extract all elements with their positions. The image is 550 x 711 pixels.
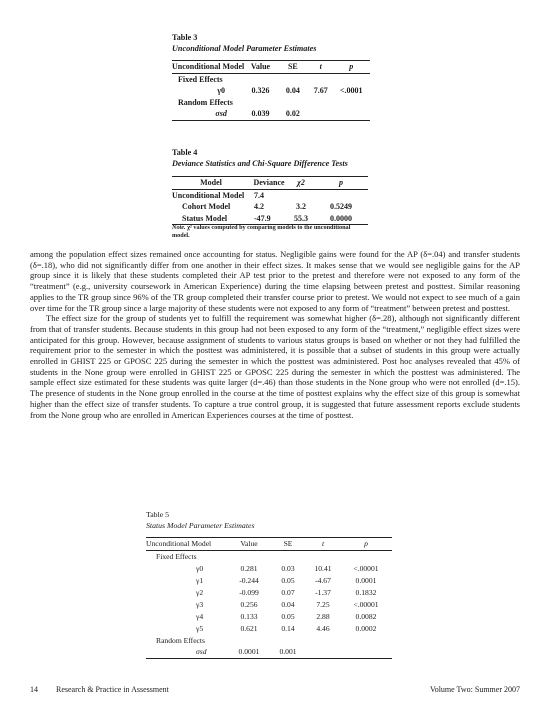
table4-cell-deviance: 4.2 bbox=[254, 202, 264, 212]
table5-cell-t: 4.46 bbox=[316, 623, 330, 633]
table4-cell-deviance: 7.4 bbox=[254, 190, 264, 200]
issue-label: Volume Two: Summer 2007 bbox=[429, 685, 520, 694]
table4-cell-p: 0.0000 bbox=[314, 213, 368, 225]
table4-cell-chi bbox=[288, 189, 314, 201]
table-row bbox=[172, 97, 370, 109]
table-row bbox=[172, 85, 370, 97]
table3-section-label: Fixed Effects bbox=[178, 74, 223, 84]
table5-cell-t: 10.41 bbox=[314, 564, 332, 574]
table5-cell-se: 0.07 bbox=[281, 588, 295, 597]
table-row bbox=[146, 634, 392, 646]
table3-param-label: γ0 bbox=[217, 86, 225, 96]
table5-header-model: Unconditional Model bbox=[146, 538, 228, 551]
table5-cell-t: 7.25 bbox=[316, 599, 330, 609]
table-row bbox=[172, 108, 370, 120]
table4-cell-p bbox=[314, 189, 368, 201]
table5-header-value: Value bbox=[228, 538, 270, 551]
table-row bbox=[146, 598, 392, 610]
table4-note-text: χ² values computed by comparing models to the unconditional model. bbox=[172, 224, 351, 239]
table-row bbox=[146, 610, 392, 622]
table5-section-label: Random Effects bbox=[156, 635, 205, 645]
table3-header-p: p bbox=[333, 61, 370, 74]
table5-cell-p: 0.0001 bbox=[355, 576, 377, 586]
table5-caption bbox=[146, 510, 255, 531]
table4-note-label: Note. bbox=[172, 224, 186, 231]
table5-param-label: σsd bbox=[146, 646, 228, 658]
table5-cell-p bbox=[340, 646, 392, 658]
table4-model-label: Status Model bbox=[172, 213, 250, 225]
table5-cell-se: 0.05 bbox=[281, 611, 295, 621]
table3-caption bbox=[172, 33, 316, 54]
table4-note bbox=[172, 224, 362, 239]
table5-cell-se: 0.05 bbox=[281, 576, 295, 586]
page-number: 14 bbox=[30, 685, 38, 694]
body-paragraph-2: The effect size for the group of students yet to fulfill the requirement was somewhat higher (δ=.28), although not significantly different from that of transfer students. Because students in this group had not been exposed to any form of the “treatment,” negligible effect sizes were anticipated for this group. However, because assignment of students to various status groups is based on whether or not they had fulfilled the requirement prior to the semester in which the posttest was administered, it is possible that a subset of students in this group were actually enrolled in GHIST 225 or GPOSC 225 during the semester in which the posttest was administered. Post hoc analyses revealed that 45% of students in the None group were enrolled in GHIST 225 or GPOSC 225 during the semester in which the posttest was administered. The sample effect size estimated for these students was quite larger (d=.46) than those students in the None group who were not enrolled (d=.15). The presence of students in the None group enrolled in the course at the time of posttest explains why the effect size of this group is somewhat higher than the effect size of transfer students. To capture a true control group, it is suggested that future assessment reports exclude students from the None group who are enrolled in American Experiences courses at the time of posttest. bbox=[30, 313, 520, 420]
table-row bbox=[172, 189, 368, 201]
table3-section-label: Random Effects bbox=[178, 97, 233, 107]
table5-cell-value: 0.0001 bbox=[228, 646, 270, 658]
table4-header-model: Model bbox=[172, 177, 250, 190]
table3-cell-value: 0.039 bbox=[244, 108, 276, 120]
table5-cell-value: 0.133 bbox=[240, 611, 258, 621]
table3-cell-se: 0.04 bbox=[285, 86, 300, 96]
table5-cell-se: 0.14 bbox=[281, 623, 295, 633]
table4-model-label: Cohort Model bbox=[182, 202, 231, 212]
table5-cell-p: 0.0002 bbox=[355, 623, 377, 633]
table5-cell-value: 0.281 bbox=[240, 564, 258, 574]
table5-header-se: SE bbox=[270, 538, 306, 551]
table5-param-label: γ2 bbox=[196, 588, 204, 597]
table5 bbox=[146, 537, 392, 659]
table5-cell-value: -0.244 bbox=[239, 576, 259, 586]
table-row bbox=[172, 73, 370, 85]
table3 bbox=[172, 60, 370, 121]
table-row bbox=[146, 563, 392, 575]
body-paragraph-1: among the population effect sizes remained once accounting for status. Negligible gains were found for the AP (δ=.04) and transfer students (δ=.18), who did not significantly differ from one another in their effect sizes. It makes sense that we would see negligible gains for the AP group since it is likely that these students completed their AP test prior to the pretest and therefore were not exposed to any form of the “treatment” (e.g., university coursework in American Experience) during the time elapsing between pretest and posttest. Similar reasoning applies to the TR group since 96% of the TR group completed their transfer course prior to pretest. We would not expect to see much of a gain over time for the TR group since a large majority of these students were not exposed to any form of “treatment” between pretest and posttest. bbox=[30, 249, 520, 313]
table3-number: Table 3 bbox=[172, 33, 198, 42]
table4-header-chi: χ2 bbox=[288, 177, 314, 190]
table4-caption bbox=[172, 148, 348, 169]
table4-cell-chi: 55.3 bbox=[288, 213, 314, 225]
table3-header-t: t bbox=[309, 61, 333, 74]
table5-cell-t: 2.88 bbox=[316, 611, 330, 621]
table5-cell-t: -4.67 bbox=[315, 576, 331, 586]
table3-cell-t bbox=[309, 108, 333, 120]
table5-cell-p: <.00001 bbox=[353, 564, 379, 574]
journal-name: Research & Practice in Assessment bbox=[56, 685, 169, 694]
table5-header-p: p bbox=[340, 538, 392, 551]
table3-cell-se: 0.02 bbox=[277, 108, 309, 120]
table4-title: Deviance Statistics and Chi-Square Difference Tests bbox=[172, 158, 348, 168]
table4-header-p: p bbox=[314, 177, 368, 190]
table5-param-label: γ5 bbox=[196, 623, 204, 633]
table5-cell-p: 0.1832 bbox=[355, 588, 377, 597]
table5-param-label: γ0 bbox=[196, 564, 204, 574]
table-row bbox=[172, 213, 368, 225]
table5-cell-p: 0.0082 bbox=[355, 611, 377, 621]
table-row bbox=[146, 550, 392, 562]
table5-cell-t: -1.37 bbox=[315, 588, 331, 597]
table5-cell-se: 0.03 bbox=[281, 564, 295, 574]
table5-cell-t bbox=[306, 646, 340, 658]
table4-number: Table 4 bbox=[172, 148, 198, 157]
table4-header-deviance: Deviance bbox=[250, 177, 288, 190]
table-row bbox=[172, 201, 368, 213]
table3-cell-p bbox=[333, 108, 370, 120]
table5-title: Status Model Parameter Estimates bbox=[146, 520, 255, 530]
table3-cell-p: <.0001 bbox=[340, 86, 363, 96]
table5-section-label: Fixed Effects bbox=[156, 552, 197, 562]
table5-param-label: γ4 bbox=[196, 611, 204, 621]
table4 bbox=[172, 176, 368, 225]
table5-cell-p: <.00001 bbox=[353, 599, 379, 609]
table3-header-se: SE bbox=[277, 61, 309, 74]
table3-cell-t: 7.67 bbox=[313, 86, 328, 96]
table5-number: Table 5 bbox=[146, 510, 170, 519]
table-row bbox=[146, 575, 392, 587]
table3-header-value: Value bbox=[244, 61, 276, 74]
table5-cell-se: 0.001 bbox=[270, 646, 306, 658]
table5-header-t: t bbox=[306, 538, 340, 551]
table3-title: Unconditional Model Parameter Estimates bbox=[172, 43, 317, 53]
table5-cell-value: 0.256 bbox=[240, 599, 258, 609]
table-row bbox=[146, 587, 392, 599]
table3-cell-value: 0.326 bbox=[251, 86, 270, 96]
table5-param-label: γ1 bbox=[196, 576, 204, 586]
table5-param-label: γ3 bbox=[196, 599, 204, 609]
table5-cell-se: 0.04 bbox=[281, 599, 295, 609]
table4-cell-deviance: -47.9 bbox=[250, 213, 288, 225]
table4-model-label: Unconditional Model bbox=[172, 190, 245, 200]
table4-cell-p: 0.5249 bbox=[330, 202, 352, 212]
table5-cell-value: 0.621 bbox=[240, 623, 258, 633]
body-text bbox=[30, 249, 520, 420]
table3-param-label: σsd bbox=[172, 108, 244, 120]
table-row bbox=[146, 622, 392, 634]
table-row bbox=[146, 646, 392, 658]
table4-cell-chi: 3.2 bbox=[296, 202, 306, 212]
table5-cell-value: -0.099 bbox=[239, 588, 259, 597]
table3-header-model: Unconditional Model bbox=[172, 62, 245, 72]
